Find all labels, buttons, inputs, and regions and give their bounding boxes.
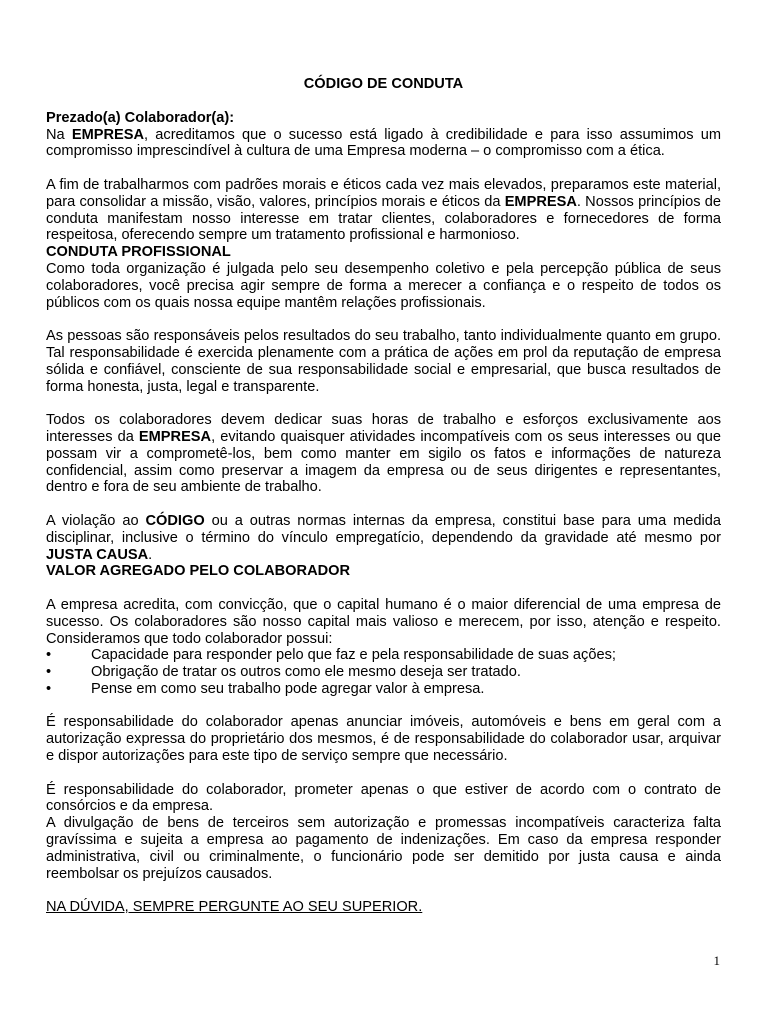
page-number: 1 [713,953,720,968]
text-run: . [148,546,153,563]
valor-paragraph-3: É responsabilidade do colaborador, prometer apenas o que estiver de acordo com o contrato de consórcios e da empresa. [46,781,721,815]
bullet-list [46,647,721,697]
list-item-text: Pense em como seu trabalho pode agregar valor à empresa. [91,680,485,697]
conduta-paragraph-1: Como toda organização é julgada pelo seu desempenho coletivo e pela percepção pública de seus colaboradores, você precisa agir sempre de forma a merecer a confiança e o respeito de todos os públicos com os quais nossa equipe mantêm relações profissionais. [46,260,721,311]
list-item [46,681,721,698]
list-item-text: Obrigação de tratar os outros como ele mesmo deseja ser tratado. [91,664,521,681]
intro-paragraph-1 [46,127,721,161]
section-heading-conduta: CONDUTA PROFISSIONAL [46,244,231,261]
closing-note: NA DÚVIDA, SEMPRE PERGUNTE AO SEU SUPERIOR. [46,899,423,916]
bullet-icon: • [46,680,52,697]
bullet-icon: • [46,664,52,681]
list-item [46,647,721,664]
text-run: , acreditamos que o sucesso está ligado à credibilidade e para isso assumimos um compromisso imprescindível à cultura de uma Empresa moderna – o compromisso com a ética. [46,126,721,160]
bold-company-name: EMPRESA [71,126,145,143]
text-run: . Nossos princípios de conduta manifestam nosso interesse em tratar clientes, colaboradores e fornecedores de forma respeitosa, oferecendo sempre um tratamento profissional e harmonioso. [46,193,721,244]
text-run: A fim de trabalharmos com padrões morais e éticos cada vez mais elevados, preparamos este material, para consolidar a missão, visão, valores, princípios morais e éticos da [46,176,721,210]
text-run: ou a outras normas internas da empresa, constitui base para uma medida disciplinar, inclusive o término do vínculo empregatício, dependendo da gravidade até mesmo por [46,512,721,546]
list-item [46,664,721,681]
bold-codigo: CÓDIGO [145,512,205,529]
bullet-icon: • [46,647,52,664]
document-title: CÓDIGO DE CONDUTA [303,76,464,92]
text-run: , evitando quaisquer atividades incompatíveis com os seus interesses ou que possam vir a comprometê-los, bem como manter em sigilo os fatos e informações de natureza confidencial, assim como preservar a imagem da empresa ou de seus dirigentes e representantes, dentro e fora de seu ambiente de trabalho. [46,428,722,496]
conduta-paragraph-2: As pessoas são responsáveis pelos resultados do seu trabalho, tanto individualmente quanto em grupo. Tal responsabilidade é exercida plenamente com a prática de ações em prol da reputação de empresa sólida e confiável, consciente de sua responsabilidade social e empresarial, que busca resultados de forma honesta, justa, legal e transparente. [46,328,721,395]
valor-paragraph-4: A divulgação de bens de terceiros sem autorização e promessas incompatíveis caracteriza falta gravíssima e sujeita a empresa ao pagamento de indenizações. Em caso da empresa responder administrativa, civil ou criminalmente, o funcionário pode ser demitido por justa causa e ainda reembolsar os prejuízos causados. [46,815,721,882]
bold-company-name: EMPRESA [504,193,577,210]
valor-paragraph-1: A empresa acredita, com convicção, que o capital humano é o maior diferencial de uma empresa de sucesso. Os colaboradores são nosso capital mais valioso e merecem, por isso, atenção e respeito. Consideramos que todo colaborador possui: [46,596,721,647]
text-run: A violação ao [46,512,146,529]
bold-company-name: EMPRESA [138,428,212,445]
list-item-text: Capacidade para responder pelo que faz e pela responsabilidade de suas ações; [91,647,616,664]
conduta-paragraph-4 [46,513,721,563]
text-run: Todos os colaboradores devem dedicar suas horas de trabalho e esforços exclusivamente aos interesses da [46,412,721,445]
conduta-paragraph-3 [46,412,721,496]
valor-paragraph-2: É responsabilidade do colaborador apenas anunciar imóveis, automóveis e bens em geral com a autorização expressa do proprietário dos mesmos, é de responsabilidade do colaborador usar, arquivar e dispor autorizações para este tipo de serviço sempre que necessário. [46,714,721,765]
document-body [46,76,721,916]
section-heading-valor: VALOR AGREGADO PELO COLABORADOR [46,563,351,580]
text-run: Na [46,126,72,143]
greeting: Prezado(a) Colaborador(a): [46,109,235,126]
intro-paragraph-2 [46,177,721,244]
bold-justa-causa: JUSTA CAUSA [46,546,149,563]
